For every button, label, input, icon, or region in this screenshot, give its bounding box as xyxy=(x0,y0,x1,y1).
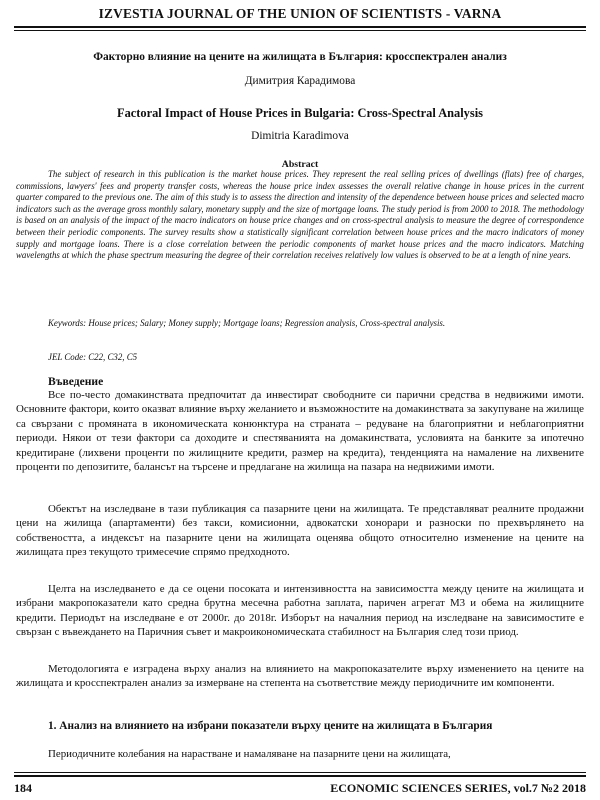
abstract-text: The subject of research in this publication is the market house prices. They represent the real selling prices of dwellings (flats) free of charges, commissions, lawyers' fees and property transfer costs, whereas the house price index assesses the overall relative change in house prices in the current quarter compared to the previous one. The aim of this study is to assess the direction and intensity of the dependence between house prices and selected macro indicators such as the average gross monthly salary, monetary supply and the size of mortgage loans. The study period is from 2000 to 2018. The methodology is based on an analysis of the impact of the macro indicators on house price changes and on cross-spectral analysis to measure the degree of correspondence between their periodic components. The survey results show a statistically significant correlation between house prices and the macro indicators of money supply and mortgage loans. There is a close correlation between the periodic components of market house prices and the macro indicators. Matching wavelengths at which the phase spectrum measuring the degree of their correlation receives relatively low values is observed to be at a length of nine years. xyxy=(16,169,584,261)
footer-rule-thick xyxy=(14,775,586,777)
introduction-paragraph-4: Методологията е изградена върху анализ на влиянието на макропоказателите върху изменението на цените на жилищата и кросспектрален анализ за измерване на степента на съответствие между периодичните им компоненти. xyxy=(16,663,584,690)
author-name-bulgarian: Димитрия Карадимова xyxy=(244,75,356,87)
abstract-heading: Abstract xyxy=(281,159,319,170)
introduction-heading: Въведение xyxy=(48,375,104,388)
section-1-heading: 1. Анализ на влиянието на избрани показатели върху цените на жилищата в България xyxy=(48,720,493,732)
page-number: 184 xyxy=(14,781,32,795)
keywords: Keywords: House prices; Salary; Money supply; Mortgage loans; Regression analysis, Cross-spectral analysis. xyxy=(48,318,446,328)
introduction-paragraph-3: Целта на изследването е да се оцени посоката и интензивността на зависимостта между цените на жилищата и избрани макропоказатели като средна брутна месечна работна заплата, паричен агрегат М3 и обема на жилищните кредити. Периодът на изследване е от 2000г. до 2018г. Изборът на началния период на изследване на зависимостите е свързан с въвеждането на Паричния съвет и макроикономическата стабилност на България след този приод. xyxy=(16,583,584,639)
author-name-english: Dimitria Karadimova xyxy=(251,130,349,142)
jel-code: JEL Code: C22, C32, C5 xyxy=(48,352,138,362)
article-title-english: Factoral Impact of House Prices in Bulgaria: Cross-Spectral Analysis xyxy=(117,106,483,120)
introduction-paragraph-2: Обектът на изследване в тази публикация са пазарните цени на жилищата. Те представляват реалните продажни цени на жилища (апартаменти) без такси, комисионни, адвокатски хонорари и разноски по прехвърлянето на собствеността, а индексът на пазарните цени на жилищата оценява общото относително изменение на цените на жилищата през текущото тримесечие спрямо предходното. xyxy=(16,503,584,559)
article-title-bulgarian: Факторно влияние на цените на жилищата в България: кросспектрален анализ xyxy=(93,51,507,63)
journal-header: IZVESTIA JOURNAL OF THE UNION OF SCIENTISTS - VARNA xyxy=(14,6,586,28)
series-info: ECONOMIC SCIENCES SERIES, vol.7 №2 2018 xyxy=(330,781,586,795)
footer-rule xyxy=(14,772,586,773)
introduction-paragraph-1: Все по-често домакинствата предпочитат да инвестират свободните си парични средства в недвижими имоти. Основните фактори, които оказват влияние върху желанието и възможностите на домакинствата за закупуване на жилище са свързани с промяната в икономическата конюнктура на страната – редуване на благоприятни и неблагоприятни периоди. Някои от тези фактори са доходите и спестяванията на домакинствата, условията на банките за ипотечно кредитиране (лихвени проценти по жилищните кредити, размер на кредита), тенденцията на намаление на лихвените проценти по депозитите, балансът на търсене и предлагане на жилища на пазара на недвижими имоти. xyxy=(16,389,584,474)
section-1-paragraph-1: Периодичните колебания на нарастване и намаляване на пазарните цени на жилищата, xyxy=(48,748,451,760)
